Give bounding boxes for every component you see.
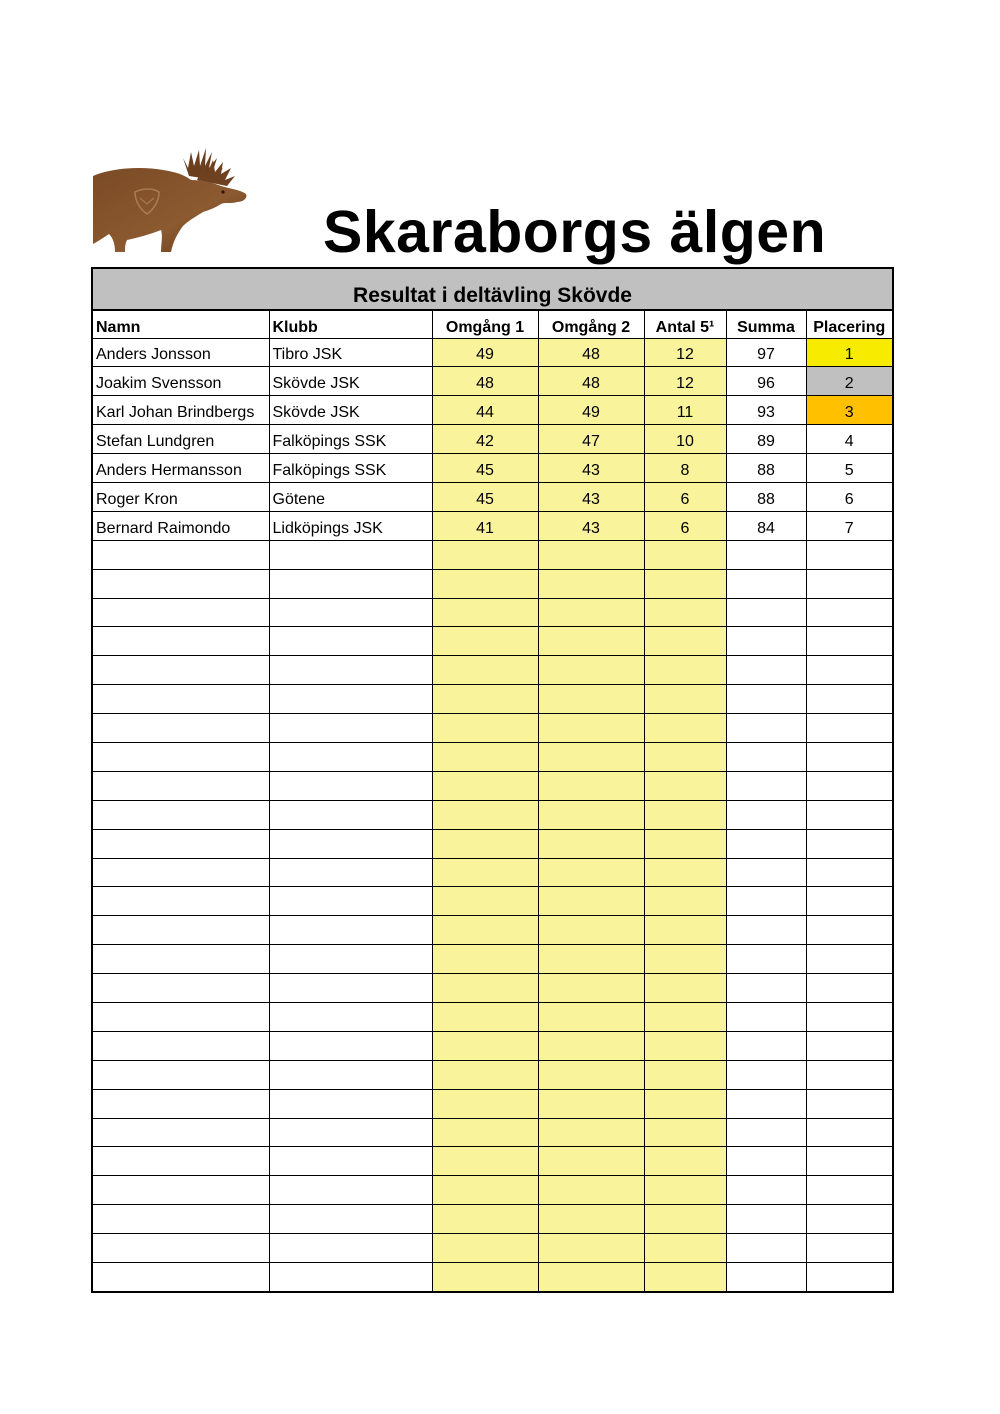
antal-5-cell: [644, 771, 726, 800]
klubb-cell: [269, 1263, 432, 1292]
antal-5-cell: [644, 1147, 726, 1176]
antal-5-cell: [644, 1205, 726, 1234]
namn-cell: Anders Jonsson: [93, 338, 269, 367]
table-row: [93, 974, 892, 1003]
omgang-2-cell: [538, 771, 644, 800]
omgang-2-cell: 43: [538, 454, 644, 483]
klubb-cell: [269, 829, 432, 858]
table-row: [93, 945, 892, 974]
omgang-2-cell: [538, 945, 644, 974]
omgang-1-cell: [432, 685, 538, 714]
omgang-1-cell: 45: [432, 454, 538, 483]
summa-cell: [726, 656, 806, 685]
omgang-1-cell: [432, 800, 538, 829]
namn-cell: [93, 916, 269, 945]
klubb-cell: Tibro JSK: [269, 338, 432, 367]
placering-cell: [806, 771, 892, 800]
placering-cell: [806, 714, 892, 743]
antal-5-cell: [644, 1031, 726, 1060]
table-row: [93, 1205, 892, 1234]
antal-5-cell: [644, 569, 726, 598]
placering-cell: [806, 569, 892, 598]
antal-5-cell: 10: [644, 425, 726, 454]
antal-5-cell: [644, 1118, 726, 1147]
namn-cell: [93, 569, 269, 598]
antal-5-cell: [644, 685, 726, 714]
namn-cell: [93, 1118, 269, 1147]
omgang-2-cell: [538, 1205, 644, 1234]
omgang-2-cell: [538, 569, 644, 598]
placering-cell: [806, 858, 892, 887]
klubb-cell: [269, 656, 432, 685]
klubb-cell: [269, 1176, 432, 1205]
namn-cell: [93, 887, 269, 916]
placering-cell: [806, 656, 892, 685]
placering-cell: [806, 1205, 892, 1234]
klubb-cell: [269, 1147, 432, 1176]
antal-5-cell: 8: [644, 454, 726, 483]
omgang-2-cell: [538, 1002, 644, 1031]
summa-cell: [726, 1147, 806, 1176]
namn-cell: [93, 1147, 269, 1176]
summa-cell: [726, 569, 806, 598]
namn-cell: [93, 829, 269, 858]
placering-cell: [806, 1002, 892, 1031]
omgang-2-cell: [538, 1263, 644, 1292]
table-row: [93, 742, 892, 771]
placering-cell: [806, 1031, 892, 1060]
omgang-1-cell: [432, 1060, 538, 1089]
table-row: [93, 511, 892, 540]
placering-cell: [806, 540, 892, 569]
antal-5-cell: [644, 627, 726, 656]
klubb-cell: [269, 800, 432, 829]
namn-cell: [93, 598, 269, 627]
omgang-1-cell: [432, 916, 538, 945]
summa-cell: [726, 1205, 806, 1234]
namn-cell: Karl Johan Brindbergs: [93, 396, 269, 425]
column-header-omgang-1: Omgång 1: [432, 311, 538, 338]
namn-cell: [93, 1263, 269, 1292]
omgang-1-cell: [432, 569, 538, 598]
placering-cell: [806, 598, 892, 627]
column-header-omgang-2: Omgång 2: [538, 311, 644, 338]
summa-cell: 88: [726, 482, 806, 511]
omgang-2-cell: [538, 1031, 644, 1060]
antal-5-cell: [644, 656, 726, 685]
summa-cell: [726, 598, 806, 627]
summa-cell: 96: [726, 367, 806, 396]
namn-cell: [93, 1089, 269, 1118]
omgang-1-cell: 45: [432, 482, 538, 511]
namn-cell: [93, 1002, 269, 1031]
antal-5-cell: [644, 742, 726, 771]
omgang-1-cell: [432, 887, 538, 916]
omgang-1-cell: 44: [432, 396, 538, 425]
table-row: [93, 656, 892, 685]
omgang-2-cell: [538, 800, 644, 829]
antal-5-cell: [644, 1234, 726, 1263]
table-row: [93, 396, 892, 425]
summa-cell: [726, 1002, 806, 1031]
omgang-2-cell: [538, 887, 644, 916]
klubb-cell: [269, 1031, 432, 1060]
placering-cell: 1: [806, 338, 892, 367]
omgang-2-cell: 47: [538, 425, 644, 454]
placering-cell: [806, 1147, 892, 1176]
summa-cell: [726, 1031, 806, 1060]
table-row: [93, 714, 892, 743]
namn-cell: Bernard Raimondo: [93, 511, 269, 540]
klubb-cell: [269, 1205, 432, 1234]
klubb-cell: [269, 887, 432, 916]
omgang-1-cell: [432, 540, 538, 569]
antal-5-cell: [644, 714, 726, 743]
summa-cell: [726, 1089, 806, 1118]
summa-cell: 89: [726, 425, 806, 454]
klubb-cell: [269, 1060, 432, 1089]
omgang-2-cell: [538, 656, 644, 685]
omgang-1-cell: [432, 974, 538, 1003]
namn-cell: Roger Kron: [93, 482, 269, 511]
namn-cell: [93, 771, 269, 800]
summa-cell: [726, 771, 806, 800]
table-row: [93, 1263, 892, 1292]
placering-cell: [806, 1234, 892, 1263]
column-header-summa: Summa: [726, 311, 806, 338]
namn-cell: [93, 1031, 269, 1060]
table-row: [93, 540, 892, 569]
column-header-klubb: Klubb: [269, 311, 432, 338]
table-row: [93, 800, 892, 829]
placering-cell: [806, 800, 892, 829]
summa-cell: [726, 1234, 806, 1263]
klubb-cell: [269, 627, 432, 656]
omgang-2-cell: 49: [538, 396, 644, 425]
klubb-cell: [269, 1002, 432, 1031]
omgang-2-cell: [538, 742, 644, 771]
omgang-2-cell: 48: [538, 367, 644, 396]
summa-cell: 84: [726, 511, 806, 540]
omgang-1-cell: [432, 742, 538, 771]
placering-cell: 6: [806, 482, 892, 511]
omgang-2-cell: [538, 540, 644, 569]
antal-5-cell: 12: [644, 367, 726, 396]
summa-cell: 88: [726, 454, 806, 483]
klubb-cell: [269, 771, 432, 800]
summa-cell: [726, 858, 806, 887]
namn-cell: [93, 656, 269, 685]
klubb-cell: [269, 916, 432, 945]
omgang-2-cell: 43: [538, 511, 644, 540]
table-row: [93, 627, 892, 656]
summa-cell: [726, 945, 806, 974]
page-title: Skaraborgs älgen: [323, 199, 827, 265]
summa-cell: [726, 1176, 806, 1205]
antal-5-cell: 11: [644, 396, 726, 425]
omgang-1-cell: [432, 627, 538, 656]
antal-5-cell: [644, 974, 726, 1003]
placering-cell: [806, 1060, 892, 1089]
table-row: [93, 1147, 892, 1176]
klubb-cell: Skövde JSK: [269, 367, 432, 396]
summa-cell: [726, 800, 806, 829]
summa-cell: [726, 974, 806, 1003]
summa-cell: [726, 1263, 806, 1292]
omgang-2-cell: [538, 685, 644, 714]
namn-cell: [93, 714, 269, 743]
omgang-1-cell: [432, 1205, 538, 1234]
klubb-cell: [269, 598, 432, 627]
omgang-2-cell: [538, 714, 644, 743]
placering-cell: [806, 829, 892, 858]
table-row: [93, 916, 892, 945]
omgang-2-cell: 48: [538, 338, 644, 367]
omgang-1-cell: [432, 656, 538, 685]
omgang-1-cell: [432, 598, 538, 627]
antal-5-cell: 12: [644, 338, 726, 367]
omgang-2-cell: 43: [538, 482, 644, 511]
antal-5-cell: [644, 1060, 726, 1089]
placering-cell: [806, 945, 892, 974]
summa-cell: [726, 1060, 806, 1089]
results-table: [93, 311, 892, 1291]
klubb-cell: Lidköpings JSK: [269, 511, 432, 540]
placering-cell: [806, 742, 892, 771]
placering-cell: [806, 1089, 892, 1118]
omgang-2-cell: [538, 1234, 644, 1263]
namn-cell: [93, 1205, 269, 1234]
klubb-cell: Falköpings SSK: [269, 454, 432, 483]
namn-cell: [93, 540, 269, 569]
omgang-1-cell: 49: [432, 338, 538, 367]
namn-cell: [93, 858, 269, 887]
namn-cell: [93, 945, 269, 974]
namn-cell: [93, 742, 269, 771]
antal-5-cell: [644, 916, 726, 945]
omgang-1-cell: [432, 771, 538, 800]
antal-5-cell: [644, 1002, 726, 1031]
omgang-1-cell: [432, 858, 538, 887]
table-row: [93, 1118, 892, 1147]
table-row: [93, 569, 892, 598]
antal-5-cell: [644, 800, 726, 829]
placering-cell: [806, 887, 892, 916]
summa-cell: [726, 887, 806, 916]
summa-cell: [726, 1118, 806, 1147]
placering-cell: 5: [806, 454, 892, 483]
omgang-2-cell: [538, 1118, 644, 1147]
klubb-cell: [269, 945, 432, 974]
klubb-cell: Götene: [269, 482, 432, 511]
namn-cell: Anders Hermansson: [93, 454, 269, 483]
omgang-1-cell: [432, 1031, 538, 1060]
table-row: [93, 1089, 892, 1118]
omgang-2-cell: [538, 916, 644, 945]
antal-5-cell: [644, 1263, 726, 1292]
placering-cell: 4: [806, 425, 892, 454]
table-row: [93, 1060, 892, 1089]
placering-cell: [806, 974, 892, 1003]
antal-5-cell: [644, 1089, 726, 1118]
klubb-cell: [269, 1118, 432, 1147]
summa-cell: [726, 714, 806, 743]
table-row: [93, 425, 892, 454]
omgang-1-cell: 48: [432, 367, 538, 396]
omgang-2-cell: [538, 858, 644, 887]
namn-cell: [93, 800, 269, 829]
klubb-cell: [269, 569, 432, 598]
omgang-1-cell: [432, 1263, 538, 1292]
namn-cell: [93, 1234, 269, 1263]
placering-cell: [806, 1118, 892, 1147]
omgang-1-cell: [432, 945, 538, 974]
table-row: [93, 829, 892, 858]
placering-cell: 2: [806, 367, 892, 396]
table-row: [93, 771, 892, 800]
namn-cell: [93, 627, 269, 656]
placering-cell: 3: [806, 396, 892, 425]
table-row: [93, 887, 892, 916]
omgang-2-cell: [538, 1060, 644, 1089]
column-header-antal-5: Antal 5¹: [644, 311, 726, 338]
placering-cell: [806, 685, 892, 714]
omgang-2-cell: [538, 974, 644, 1003]
summa-cell: [726, 742, 806, 771]
column-header-namn: Namn: [93, 311, 269, 338]
antal-5-cell: 6: [644, 482, 726, 511]
antal-5-cell: [644, 598, 726, 627]
omgang-2-cell: [538, 1176, 644, 1205]
antal-5-cell: 6: [644, 511, 726, 540]
table-row: [93, 685, 892, 714]
namn-cell: [93, 685, 269, 714]
summa-cell: [726, 916, 806, 945]
table-row: [93, 1176, 892, 1205]
table-row: [93, 598, 892, 627]
klubb-cell: [269, 742, 432, 771]
omgang-2-cell: [538, 1089, 644, 1118]
summa-cell: 93: [726, 396, 806, 425]
table-row: [93, 338, 892, 367]
summa-cell: [726, 685, 806, 714]
antal-5-cell: [644, 829, 726, 858]
klubb-cell: [269, 714, 432, 743]
omgang-2-cell: [538, 829, 644, 858]
klubb-cell: Falköpings SSK: [269, 425, 432, 454]
omgang-2-cell: [538, 627, 644, 656]
klubb-cell: [269, 685, 432, 714]
placering-cell: [806, 1176, 892, 1205]
table-row: [93, 1002, 892, 1031]
namn-cell: Joakim Svensson: [93, 367, 269, 396]
klubb-cell: [269, 1089, 432, 1118]
table-row: [93, 1234, 892, 1263]
summa-cell: 97: [726, 338, 806, 367]
omgang-1-cell: [432, 1234, 538, 1263]
omgang-1-cell: 41: [432, 511, 538, 540]
klubb-cell: [269, 1234, 432, 1263]
antal-5-cell: [644, 1176, 726, 1205]
summa-cell: [726, 540, 806, 569]
placering-cell: [806, 916, 892, 945]
column-header-placering: Placering: [806, 311, 892, 338]
table-row: [93, 858, 892, 887]
summa-cell: [726, 829, 806, 858]
placering-cell: 7: [806, 511, 892, 540]
omgang-2-cell: [538, 598, 644, 627]
omgang-1-cell: [432, 1118, 538, 1147]
omgang-1-cell: [432, 829, 538, 858]
table-row: [93, 1031, 892, 1060]
omgang-1-cell: 42: [432, 425, 538, 454]
omgang-1-cell: [432, 1002, 538, 1031]
placering-cell: [806, 627, 892, 656]
klubb-cell: Skövde JSK: [269, 396, 432, 425]
antal-5-cell: [644, 887, 726, 916]
header-row: [93, 311, 892, 338]
omgang-1-cell: [432, 714, 538, 743]
omgang-1-cell: [432, 1089, 538, 1118]
omgang-1-cell: [432, 1176, 538, 1205]
summa-cell: [726, 627, 806, 656]
klubb-cell: [269, 540, 432, 569]
namn-cell: [93, 974, 269, 1003]
namn-cell: Stefan Lundgren: [93, 425, 269, 454]
moose-icon: [91, 146, 249, 254]
antal-5-cell: [644, 945, 726, 974]
omgang-1-cell: [432, 1147, 538, 1176]
namn-cell: [93, 1060, 269, 1089]
namn-cell: [93, 1176, 269, 1205]
results-sheet: [91, 267, 894, 1293]
table-row: [93, 367, 892, 396]
table-row: [93, 482, 892, 511]
results-subtitle: Resultat i deltävling Skövde: [93, 269, 892, 311]
table-row: [93, 454, 892, 483]
klubb-cell: [269, 858, 432, 887]
antal-5-cell: [644, 858, 726, 887]
klubb-cell: [269, 974, 432, 1003]
antal-5-cell: [644, 540, 726, 569]
omgang-2-cell: [538, 1147, 644, 1176]
placering-cell: [806, 1263, 892, 1292]
